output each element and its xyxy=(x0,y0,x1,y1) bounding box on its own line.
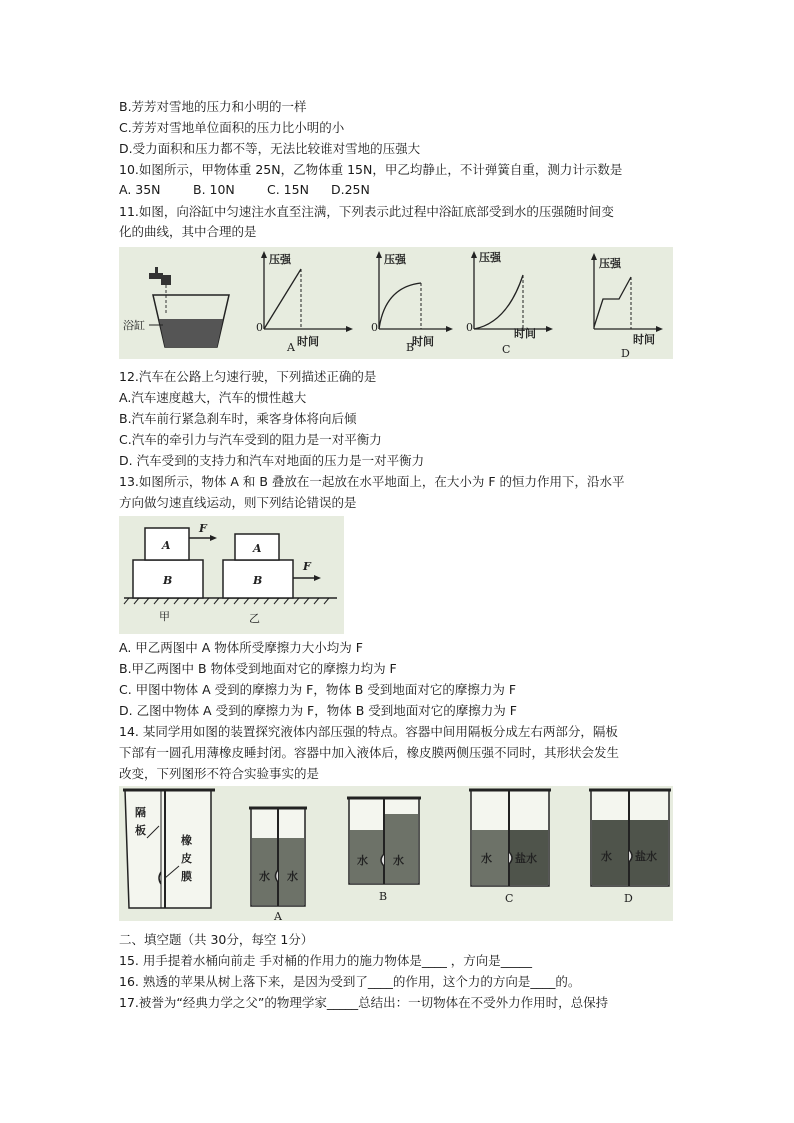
q11-stem-1: 11.如图，向浴缸中匀速注水直至注满，下列表示此过程中浴缸底部受到水的压强随时间变 xyxy=(119,204,614,219)
yi-block-b: B xyxy=(253,574,263,587)
q14-figure xyxy=(119,786,673,921)
membrane-label-3: 膜 xyxy=(181,870,192,883)
graph-d xyxy=(591,253,663,359)
label-jia: 甲 xyxy=(159,610,170,623)
jia-block-b: B xyxy=(163,574,173,587)
partition-label-1: 隔 xyxy=(135,806,146,819)
membrane-label-2: 皮 xyxy=(181,852,192,865)
q12-option-d: D. 汽车受到的支持力和汽车对地面的压力是一对平衡力 xyxy=(119,453,425,468)
container-b-label: B xyxy=(379,890,388,903)
graph-c-ylabel: 压强 xyxy=(479,251,501,264)
q13-option-d: D. 乙图中物体 A 受到的摩擦力为 F，物体 B 受到地面对它的摩擦力为 F xyxy=(119,703,517,718)
label-yi: 乙 xyxy=(249,612,260,625)
d-left-liquid: 水 xyxy=(601,850,612,863)
q10-option-a: A. 35N xyxy=(119,182,161,197)
container-c xyxy=(469,790,551,905)
q9-option-c: C.芳芳对雪地单位面积的压力比小明的小 xyxy=(119,120,345,135)
faucet-icon xyxy=(149,267,171,313)
q10-options xyxy=(119,182,370,198)
graph-c-origin: 0 xyxy=(466,321,473,334)
graph-a-origin: 0 xyxy=(256,321,263,334)
c-right-liquid: 盐水 xyxy=(515,852,537,865)
partition-label-2: 板 xyxy=(135,824,146,837)
graph-d-xlabel: 时间 xyxy=(633,333,655,346)
q10-option-d: D.25N xyxy=(331,182,370,197)
b-left-liquid: 水 xyxy=(357,854,368,867)
q12-option-a: A.汽车速度越大，汽车的惯性越大 xyxy=(119,390,307,405)
membrane-label-1: 橡 xyxy=(181,834,192,847)
diagram-yi xyxy=(223,534,321,625)
graph-a xyxy=(256,251,353,354)
q17: 17.被誉为“经典力学之父”的物理学家_____总结出：一切物体在不受外力作用时，总保持 xyxy=(119,995,609,1010)
a-right-liquid: 水 xyxy=(287,870,298,883)
container-c-label: C xyxy=(505,892,514,905)
q13-stem-2: 方向做匀速直线运动，则下列结论错误的是 xyxy=(119,495,357,510)
container-a-label: A xyxy=(274,910,282,921)
q10-stem: 10.如图所示，甲物体重 25N，乙物体重 15N，甲乙均静止，不计弹簧自重，测力计示数是 xyxy=(119,162,623,177)
q16: 16. 熟透的苹果从树上落下来，是因为受到了____的作用，这个力的方向是____的。 xyxy=(119,974,581,989)
q9-option-b: B.芳芳对雪地的压力和小明的一样 xyxy=(119,99,307,114)
section-2-title: 二、填空题（共 30分，每空 1分） xyxy=(119,932,314,947)
container-d xyxy=(589,790,671,905)
yi-block-a: A xyxy=(253,542,262,555)
graph-d-label: D xyxy=(621,347,630,359)
c-left-liquid: 水 xyxy=(481,852,492,865)
container-a xyxy=(249,808,307,921)
graph-a-xlabel: 时间 xyxy=(297,335,319,348)
graph-b xyxy=(371,251,453,354)
d-right-liquid: 盐水 xyxy=(635,850,657,863)
q9-option-d: D.受力面积和压力都不等，无法比较谁对雪地的压强大 xyxy=(119,141,421,156)
q13-option-c: C. 甲图中物体 A 受到的摩擦力为 F，物体 B 受到地面对它的摩擦力为 F xyxy=(119,682,517,697)
graph-b-label: B xyxy=(406,341,415,354)
graph-d-ylabel: 压强 xyxy=(599,257,621,270)
q13-stem-1: 13.如图所示，物体 A 和 B 叠放在一起放在水平地面上，在大小为 F 的恒力作用下，沿水平 xyxy=(119,474,625,489)
q12-option-b: B.汽车前行紧急刹车时，乘客身体将向后倾 xyxy=(119,411,357,426)
graph-b-origin: 0 xyxy=(371,321,378,334)
bathtub-label: 浴缸 xyxy=(123,319,145,332)
yi-force: F xyxy=(303,560,311,573)
bathtub-icon xyxy=(153,295,229,347)
q12-stem: 12.汽车在公路上匀速行驶，下列描述正确的是 xyxy=(119,369,377,384)
q13-figure xyxy=(119,516,344,634)
q13-option-a: A. 甲乙两图中 A 物体所受摩擦力大小均为 F xyxy=(119,640,363,655)
graph-c-label: C xyxy=(502,343,511,356)
graph-a-label: A xyxy=(287,341,295,354)
q14-stem-3: 改变，下列图形不符合实验事实的是 xyxy=(119,766,320,781)
apparatus xyxy=(123,790,215,908)
container-d-label: D xyxy=(624,892,633,905)
q10-option-c: C. 15N xyxy=(267,182,309,197)
graph-c-xlabel: 时间 xyxy=(514,327,536,340)
q13-option-b: B.甲乙两图中 B 物体受到地面对它的摩擦力均为 F xyxy=(119,661,397,676)
b-right-liquid: 水 xyxy=(393,854,404,867)
graph-a-ylabel: 压强 xyxy=(269,253,291,266)
graph-b-ylabel: 压强 xyxy=(384,253,406,266)
q10-option-b: B. 10N xyxy=(193,182,235,197)
q14-stem-2: 下部有一圆孔用薄橡皮睡封闭。容器中加入液体后，橡皮膜两侧压强不同时，其形状会发生 xyxy=(119,745,620,760)
container-b xyxy=(347,798,421,903)
diagram-jia xyxy=(133,522,217,623)
graph-c xyxy=(466,250,553,356)
a-left-liquid: 水 xyxy=(259,870,270,883)
q14-stem-1: 14. 某同学用如图的装置探究液体内部压强的特点。容器中间用隔板分成左右两部分，隔板 xyxy=(119,724,618,739)
q15: 15. 用手提着水桶向前走 手对桶的作用力的施力物体是____ ，方向是_____ xyxy=(119,953,533,968)
q12-option-c: C.汽车的牵引力与汽车受到的阻力是一对平衡力 xyxy=(119,432,382,447)
q11-stem-2: 化的曲线，其中合理的是 xyxy=(119,224,257,239)
graph-b-xlabel: 时间 xyxy=(412,335,434,348)
jia-block-a: A xyxy=(162,539,171,552)
q11-figure xyxy=(119,247,673,359)
jia-force: F xyxy=(199,522,207,535)
